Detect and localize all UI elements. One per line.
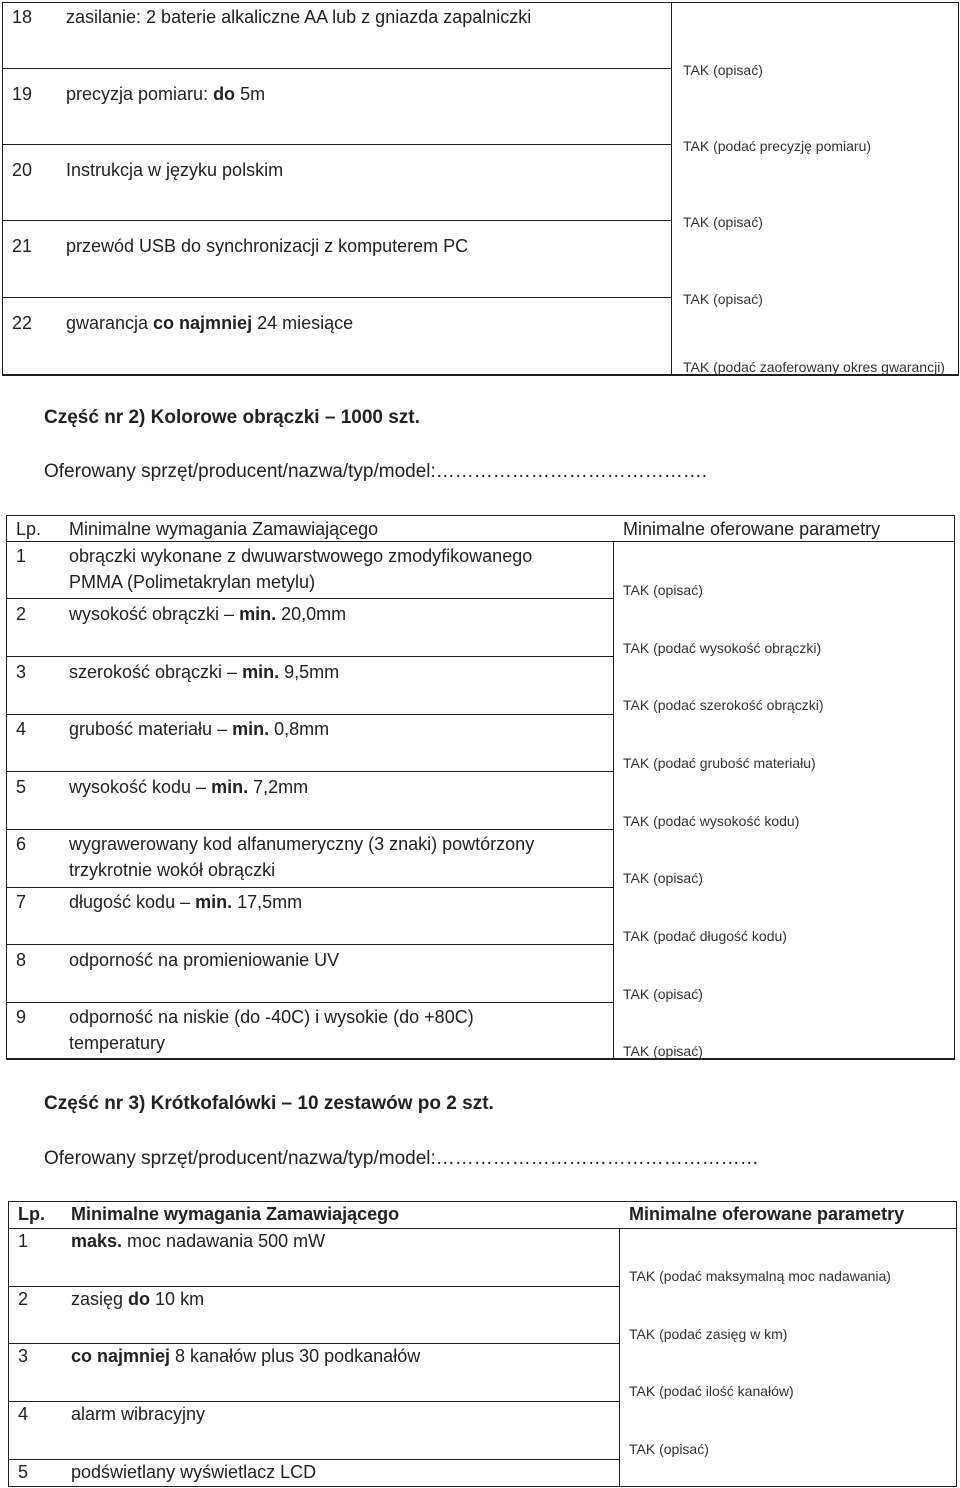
requirement-text: co najmniej 8 kanałów plus 30 podkanałów [71, 1346, 421, 1366]
requirement-text: odporność na promieniowanie UV [69, 950, 340, 970]
offered-parameter: TAK (podać szerokość obrączki) [623, 697, 824, 713]
offered-parameter: TAK (opisać) [623, 582, 703, 598]
requirement-text: długość kodu – min. 17,5mm [69, 892, 303, 912]
row-number: 3 [16, 662, 27, 682]
row-number: 4 [16, 719, 27, 739]
column-header-requirements: Minimalne wymagania Zamawiającego [71, 1204, 400, 1224]
offered-parameter: TAK (opisać) [683, 62, 763, 78]
row-number: 19 [12, 84, 33, 104]
requirement-text: zasilanie: 2 baterie alkaliczne AA lub z gniazda zapalniczki [66, 7, 532, 27]
row-number: 7 [16, 892, 27, 912]
requirement-text: szerokość obrączki – min. 9,5mm [69, 662, 340, 682]
requirement-text: PMMA (Polimetakrylan metylu) [69, 572, 316, 592]
offered-parameter: TAK (podać długość kodu) [623, 928, 787, 944]
offered-parameter: TAK (opisać) [683, 214, 763, 230]
part2-offer-line: Oferowany sprzęt/producent/nazwa/typ/model:……………………………………. [44, 461, 708, 482]
row-number: 22 [12, 313, 33, 333]
row-number: 5 [16, 777, 27, 797]
requirement-text: przewód USB do synchronizacji z komputerem PC [66, 236, 469, 256]
row-number: 3 [18, 1346, 29, 1366]
requirement-text: Instrukcja w języku polskim [66, 160, 284, 180]
offered-parameter: TAK (podać grubość materiału) [623, 755, 816, 771]
requirement-text: maks. moc nadawania 500 mW [71, 1231, 326, 1251]
row-number: 18 [12, 7, 33, 27]
requirement-text: wygrawerowany kod alfanumeryczny (3 znaki) powtórzony [69, 834, 535, 854]
row-number: 5 [18, 1462, 29, 1482]
offered-parameter: TAK (podać precyzję pomiaru) [683, 138, 872, 154]
offered-parameter: TAK (podać maksymalną moc nadawania) [629, 1268, 891, 1284]
offered-parameter: TAK (podać ilość kanałów) [629, 1383, 794, 1399]
row-number: 2 [16, 604, 27, 624]
requirement-text: gwarancja co najmniej 24 miesiące [66, 313, 354, 333]
requirement-text: obrączki wykonane z dwuwarstwowego zmodyfikowanego [69, 546, 533, 566]
offered-parameter: TAK (opisać) [623, 870, 703, 886]
requirement-text: podświetlany wyświetlacz LCD [71, 1462, 317, 1482]
requirement-text: wysokość kodu – min. 7,2mm [69, 777, 309, 797]
column-header-lp: Lp. [16, 519, 42, 539]
row-number: 20 [12, 160, 33, 180]
column-header-lp: Lp. [18, 1204, 45, 1224]
offered-parameter: TAK (opisać) [623, 1043, 703, 1059]
part3-heading: Część nr 3) Krótkofalówki – 10 zestawów po 2 szt. [44, 1093, 494, 1114]
requirement-text: grubość materiału – min. 0,8mm [69, 719, 330, 739]
column-header-requirements: Minimalne wymagania Zamawiającego [69, 519, 379, 539]
offered-parameter: TAK (podać zasięg w km) [629, 1326, 788, 1342]
column-header-parameters: Minimalne oferowane parametry [623, 519, 881, 539]
row-number: 1 [18, 1231, 29, 1251]
requirement-text: odporność na niskie (do -40C) i wysokie (do +80C) [69, 1007, 474, 1027]
column-header-parameters: Minimalne oferowane parametry [629, 1204, 905, 1224]
offered-parameter: TAK (opisać) [623, 986, 703, 1002]
row-number: 1 [16, 546, 27, 566]
requirement-text: alarm wibracyjny [71, 1404, 206, 1424]
requirement-text: wysokość obrączki – min. 20,0mm [69, 604, 347, 624]
offered-parameter: TAK (podać wysokość kodu) [623, 813, 800, 829]
row-number: 8 [16, 950, 27, 970]
requirement-text: trzykrotnie wokół obrączki [69, 860, 276, 880]
row-number: 4 [18, 1404, 29, 1424]
offered-parameter: TAK (opisać) [683, 291, 763, 307]
row-number: 9 [16, 1007, 27, 1027]
offered-parameter: TAK (podać zaoferowany okres gwarancji) [683, 359, 945, 375]
row-number: 6 [16, 834, 27, 854]
row-number: 2 [18, 1289, 29, 1309]
row-number: 21 [12, 236, 33, 256]
offered-parameter: TAK (podać wysokość obrączki) [623, 640, 822, 656]
requirement-text: temperatury [69, 1033, 166, 1053]
requirement-text: zasięg do 10 km [71, 1289, 205, 1309]
part2-heading: Część nr 2) Kolorowe obrączki – 1000 szt. [44, 407, 420, 428]
part3-offer-line: Oferowany sprzęt/producent/nazwa/typ/model:…………………………………………… [44, 1148, 759, 1169]
offered-parameter: TAK (opisać) [629, 1441, 709, 1457]
requirement-text: precyzja pomiaru: do 5m [66, 84, 266, 104]
